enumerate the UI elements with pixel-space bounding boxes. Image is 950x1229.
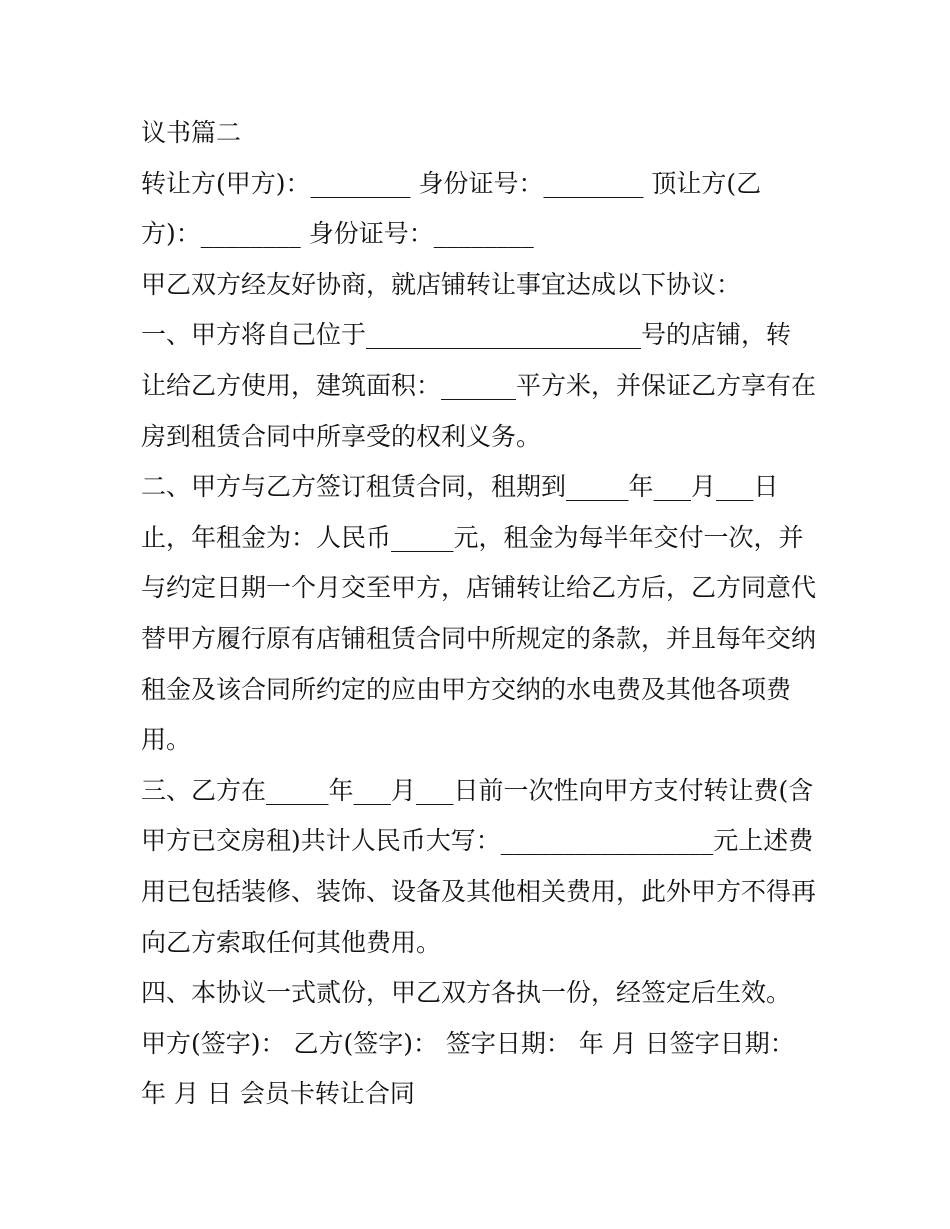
parties-line-2: 方)：________ 身份证号：________ [141, 219, 534, 249]
signature-line-2: 年 月 日 会员卡转让合同 [141, 1079, 415, 1109]
clause-4-line: 四、本协议一式贰份，甲乙双方各执一份，经签定后生效。 [141, 978, 792, 1008]
clause-2-line-2: 止，年租金为：人民币_____元，租金为每半年交付一次，并 [141, 522, 804, 552]
clause-1-line-3: 房到租赁合同中所享受的权利义务。 [141, 421, 542, 451]
clause-1-line-2: 让给乙方使用，建筑面积：______平方米，并保证乙方享有在 [141, 370, 817, 400]
clause-2-line-6: 用。 [141, 725, 192, 755]
clause-3-line-1: 三、乙方在_____年___月___日前一次性向甲方支付转让费(含 [141, 775, 814, 805]
clause-3-line-4: 向乙方索取任何其他费用。 [141, 927, 442, 957]
clause-2-line-5: 租金及该合同所约定的应由甲方交纳的水电费及其他各项费 [141, 674, 792, 704]
clause-2-line-3: 与约定日期一个月交至甲方，店铺转让给乙方后，乙方同意代 [141, 573, 817, 603]
intro-line: 甲乙双方经友好协商，就店铺转让事宜达成以下协议： [141, 269, 742, 299]
heading-line: 议书篇二 [141, 118, 242, 147]
document-body [141, 108, 821, 1120]
clause-3-line-2: 甲方已交房租)共计人民币大写：_________________元上述费 [141, 826, 814, 856]
clause-2-line-4: 替甲方履行原有店铺租赁合同中所规定的条款，并且每年交纳 [141, 623, 817, 653]
parties-line-1: 转让方(甲方)：________ 身份证号：________ 顶让方(乙 [141, 168, 762, 198]
clause-1-line-1: 一、甲方将自己位于______________________号的店铺，转 [141, 320, 792, 350]
clause-2-line-1: 二、甲方与乙方签订租赁合同，租期到_____年___月___日 [141, 472, 779, 502]
signature-line-1: 甲方(签字)： 乙方(签字)： 签字日期： 年 月 日签字日期： [141, 1028, 795, 1058]
clause-3-line-3: 用已包括装修、装饰、设备及其他相关费用，此外甲方不得再 [141, 876, 817, 906]
